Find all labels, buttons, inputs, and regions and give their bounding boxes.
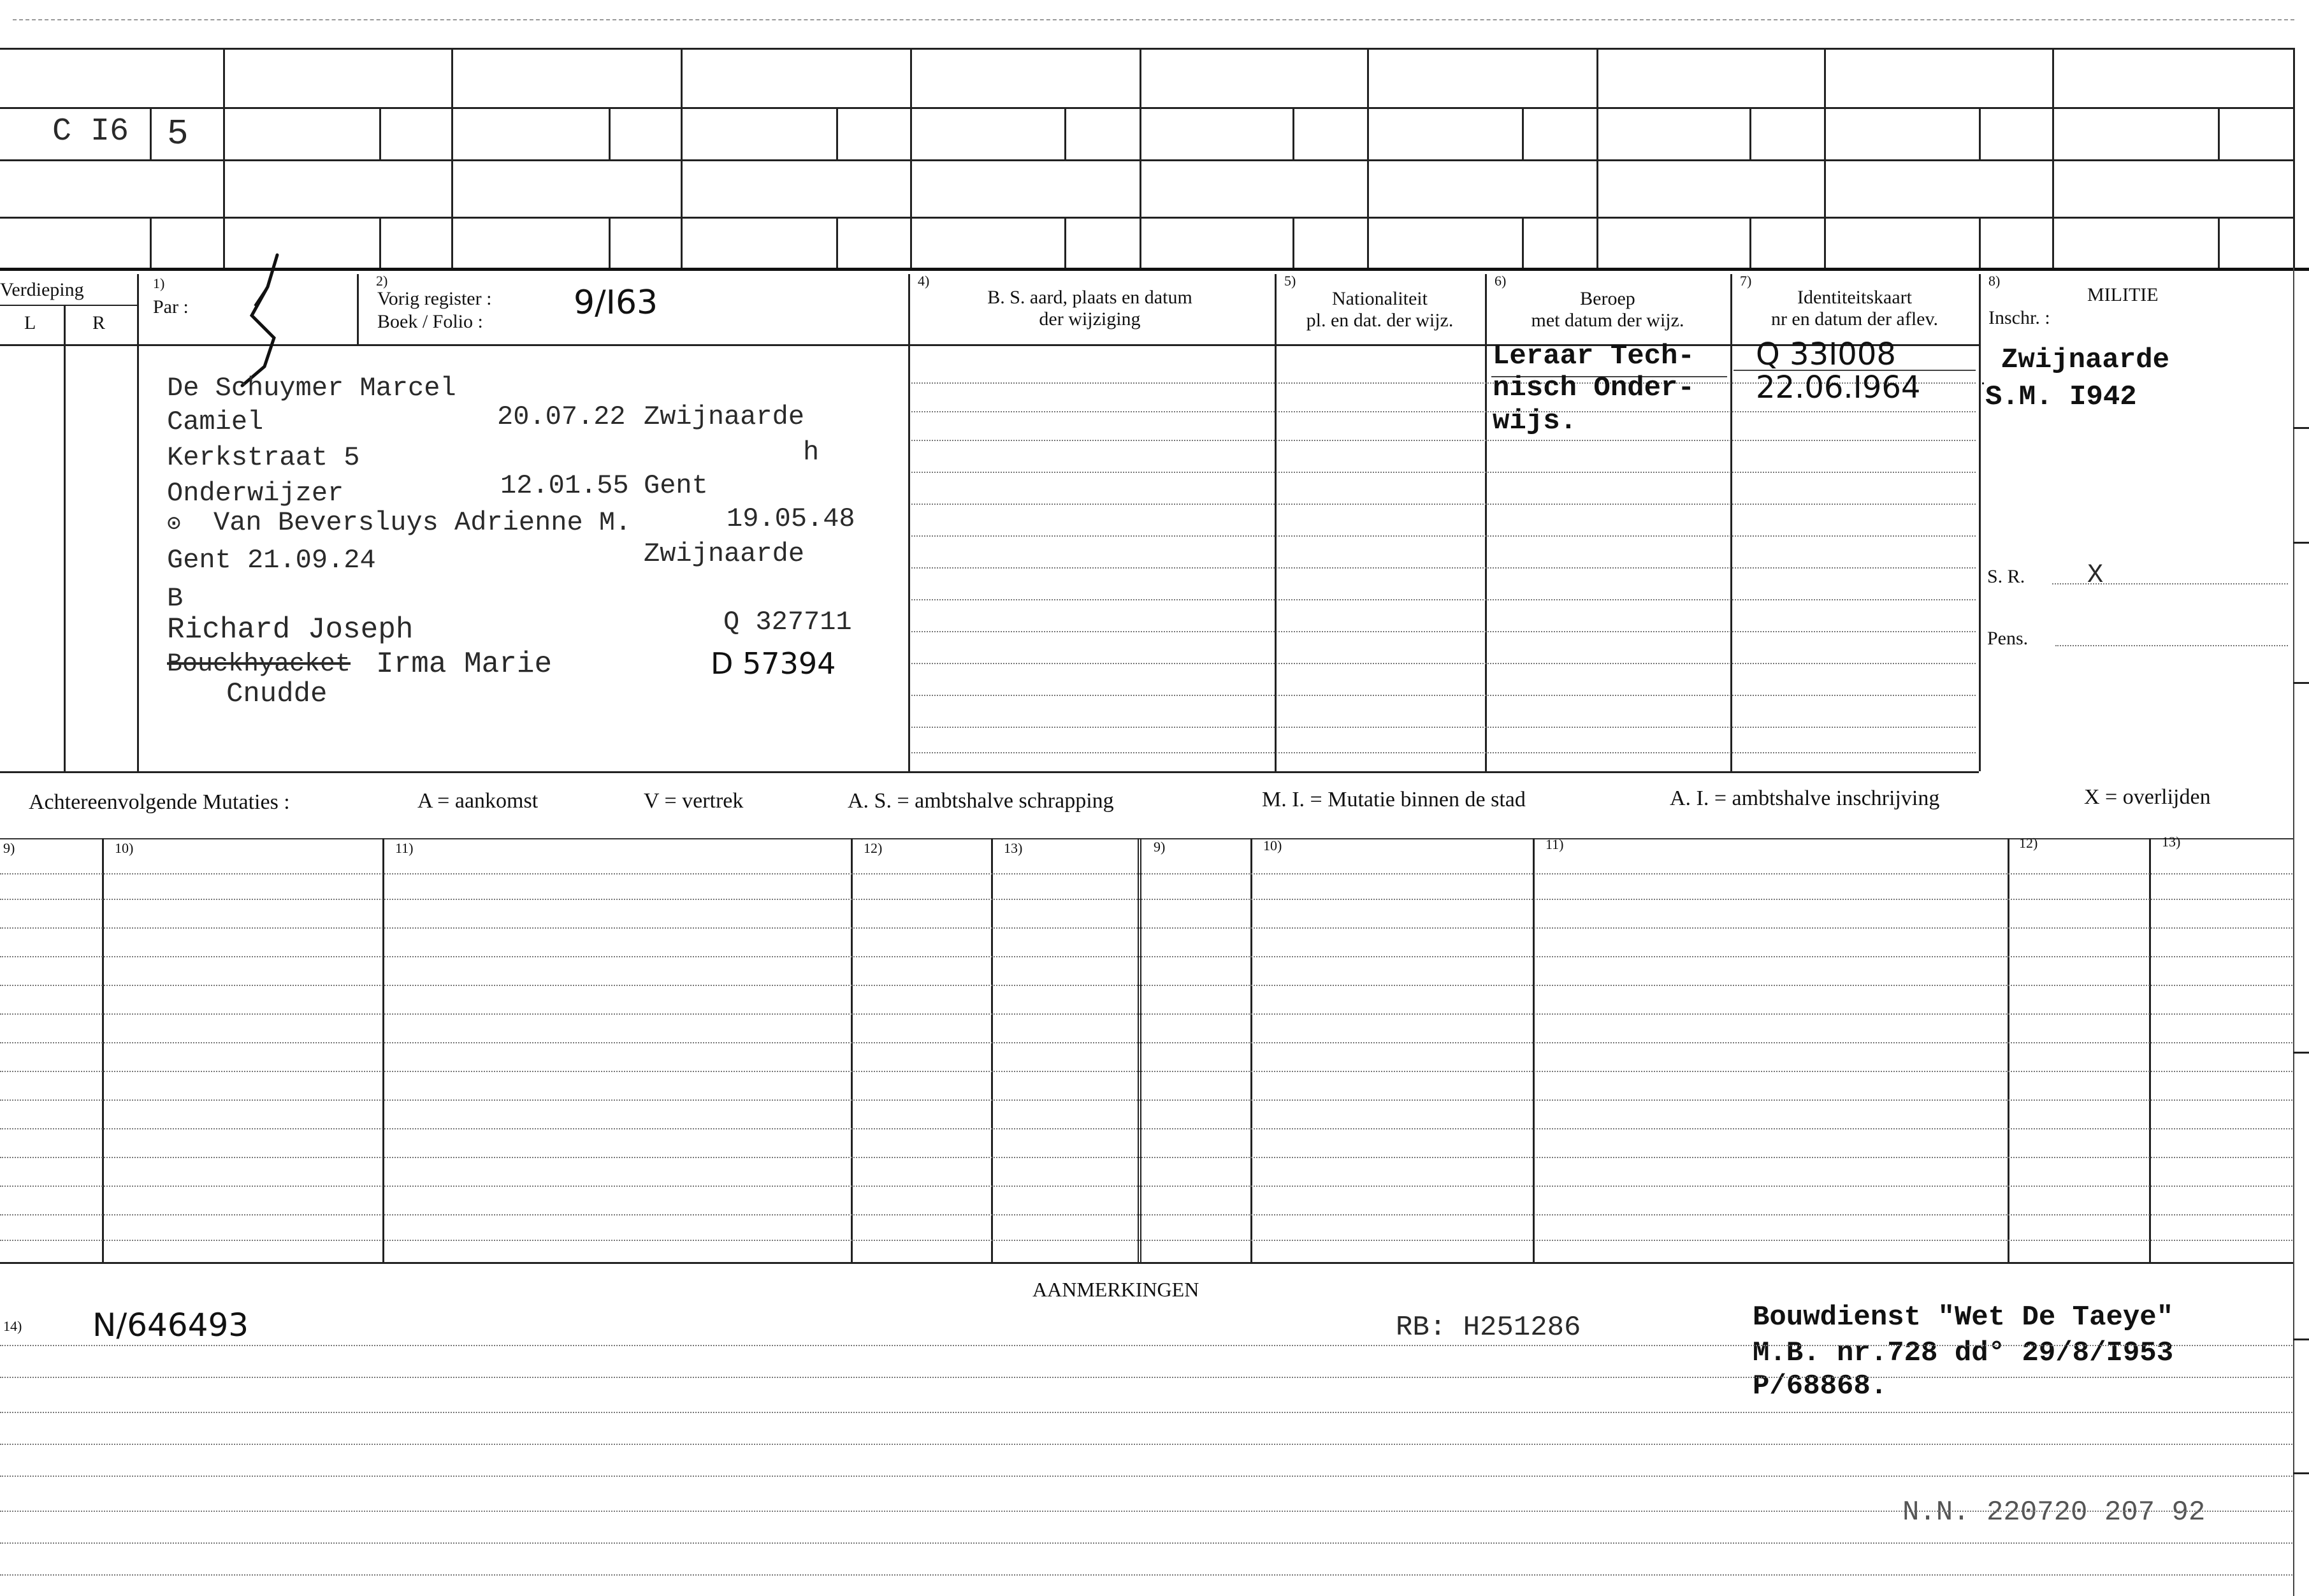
bouwdienst-line2: M.B. nr.728 dd° 29/8/I953 (1753, 1337, 2174, 1369)
mut-left-col12: 12) (864, 840, 883, 856)
sr-label: S. R. (1987, 566, 2025, 587)
aanmerkingen-code: N/646493 (92, 1307, 249, 1344)
mut-right-col12: 12) (2019, 835, 2038, 851)
legend-mi: M. I. = Mutatie binnen de stad (1262, 788, 1526, 811)
col6-number: 6) (1495, 273, 1507, 289)
nn-number: N.N. 220720 207 92 (1902, 1497, 2206, 1528)
verdieping-l-header: L (24, 312, 36, 333)
col7-number: 7) (1740, 273, 1752, 289)
col4-number: 4) (918, 273, 930, 289)
beroep-line3: wijs. (1493, 405, 1577, 437)
legend-a: A = aankomst (417, 789, 539, 813)
col1-number: 1) (153, 275, 165, 291)
col7-label-a: Identiteitskaart (1797, 287, 1912, 308)
legend-as: A. S. = ambtshalve schrapping (848, 789, 1114, 813)
bouwdienst-line1: Bouwdienst "Wet De Taeye" (1753, 1302, 2174, 1333)
marriage-date: 19.05.48 (727, 504, 855, 534)
spouse-birth: Gent 21.09.24 (167, 545, 376, 576)
militie-sm: S.M. I942 (1985, 381, 2137, 413)
child-name: Richard Joseph (167, 613, 414, 646)
col6-label-b: met datum der wijz. (1531, 310, 1684, 331)
par-label: Par : (153, 296, 189, 317)
mut-left-col9: 9) (3, 840, 15, 856)
vorig-register-label: Vorig register : (377, 288, 492, 309)
col4-label-b: der wijziging (1039, 308, 1141, 330)
person-address: Kerkstraat 5 (167, 442, 360, 473)
second-child-name: Irma Marie (376, 648, 553, 681)
status-b: B (167, 583, 184, 614)
person-job: Onderwijzer (167, 478, 344, 509)
boek-folio-label: Boek / Folio : (377, 311, 483, 332)
person-job-place: Gent (644, 470, 708, 501)
person-birthplace: Zwijnaarde (644, 402, 805, 432)
second-child-surname: Cnudde (226, 678, 328, 710)
person-address-mark: h (803, 437, 820, 468)
col5-number: 5) (1284, 273, 1296, 289)
beroep-line2: nisch Onder- (1493, 372, 1695, 404)
sr-value: X (2087, 560, 2104, 590)
mutaties-title: Achtereenvolgende Mutaties : (29, 790, 290, 814)
header-number: 5 (167, 113, 189, 154)
col2-number: 2) (376, 273, 388, 289)
second-child-id: D 57394 (711, 646, 836, 681)
marriage-symbol: ⊙ (167, 511, 181, 537)
legend-v: V = vertrek (644, 789, 744, 813)
col4-label-a: B. S. aard, plaats en datum (987, 287, 1192, 308)
id-card-number: Q 33I008 (1756, 337, 1896, 372)
col8-number: 8) (1988, 273, 2001, 289)
child-id: Q 327711 (723, 607, 852, 637)
person-job-date: 12.01.55 (500, 470, 629, 501)
beroep-line1: Leraar Tech- (1493, 340, 1695, 372)
aanmerkingen-title: AANMERKINGEN (1032, 1278, 1199, 1301)
militie-place: Zwijnaarde (2001, 344, 2170, 376)
col7-label-b: nr en datum der aflev. (1770, 308, 1939, 330)
bouwdienst-line3: P/68868. (1753, 1370, 1888, 1402)
mut-left-col10: 10) (115, 840, 134, 856)
verdieping-header: Verdieping (0, 279, 84, 300)
vorig-register-value: 9/I63 (574, 284, 658, 322)
legend-x: X = overlijden (2084, 785, 2211, 809)
aanmerkingen-number: 14) (3, 1318, 22, 1334)
col5-label-a: Nationaliteit (1332, 288, 1428, 309)
mut-left-col11: 11) (395, 840, 414, 856)
verdieping-r-header: R (92, 312, 106, 333)
pens-label: Pens. (1987, 628, 2029, 649)
person-name-line: De Schuymer Marcel (167, 373, 456, 403)
mut-left-col13: 13) (1004, 840, 1023, 856)
person-birthdate: 20.07.22 (497, 402, 626, 432)
person-firstname: Camiel (167, 407, 264, 437)
aanmerkingen-rb: RB: H251286 (1396, 1312, 1581, 1344)
mut-right-col9: 9) (1154, 839, 1166, 855)
struck-name: Bouckhyacket (167, 650, 351, 679)
spouse-name: Van Beversluys Adrienne M. (214, 507, 632, 538)
mut-right-col13: 13) (2162, 834, 2181, 850)
inschr-label: Inschr. : (1988, 307, 2050, 328)
col5-label-b: pl. en dat. der wijz. (1306, 310, 1454, 331)
legend-ai: A. I. = ambtshalve inschrijving (1670, 787, 1940, 810)
header-code: C I6 (52, 113, 129, 150)
spouse-place: Zwijnaarde (644, 539, 805, 569)
id-card-date: 22.06.I964 (1756, 370, 1921, 405)
militie-header: MILITIE (2087, 284, 2159, 305)
mut-right-col11: 11) (1545, 836, 1564, 852)
mut-right-col10: 10) (1263, 838, 1282, 853)
col6-label-a: Beroep (1580, 288, 1635, 309)
